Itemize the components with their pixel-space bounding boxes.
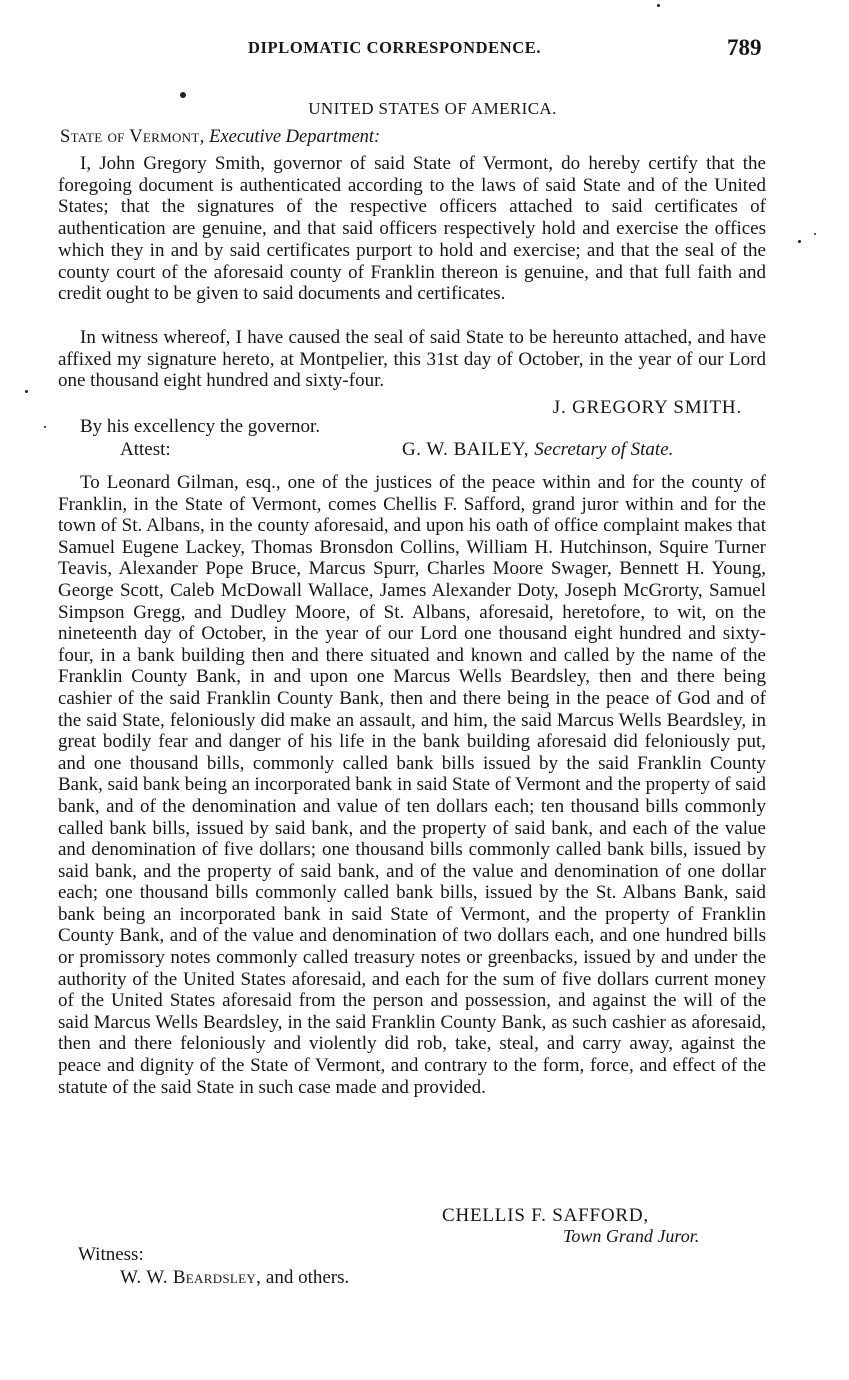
- department-name: Executive Department:: [209, 127, 381, 147]
- witness-names: [120, 1267, 349, 1289]
- attest-title: Secretary of State.: [534, 439, 674, 460]
- certificate-paragraph: [58, 153, 766, 305]
- document-heading: UNITED STATES OF AMERICA.: [308, 99, 557, 118]
- print-speck: [798, 240, 801, 243]
- witness-text: In witness whereof, I have caused the seal of said State to be hereunto attached, and have affixed my signature hereto, at Montpelier, this 31st day of October, in the year of our Lord one thousand eight hundred and sixty-four.: [58, 327, 766, 392]
- attest-label: Attest:: [120, 439, 171, 460]
- witness-label: Witness:: [78, 1244, 144, 1265]
- governor-signature: J. GREGORY SMITH.: [552, 397, 742, 418]
- print-speck: [180, 92, 186, 98]
- state-name: State of Vermont,: [60, 127, 205, 147]
- witness-name: W. W. Beardsley,: [120, 1267, 262, 1288]
- attest-name: G. W. BAILEY,: [402, 439, 530, 460]
- print-speck: [25, 390, 28, 393]
- juror-signature: CHELLIS F. SAFFORD,: [442, 1205, 649, 1226]
- complaint-paragraph: [58, 472, 766, 1098]
- complaint-text: To Leonard Gilman, esq., one of the justices of the peace within and for the county of Franklin, in the State of Vermont, comes Chellis F. Safford, grand juror within and for the town of St. Albans, in the county aforesaid, and upon his oath of office complaint makes that Samuel Eugene Lackey, Thomas Bronsdon Collins, William H. Hutchinson, Squire Turner Teavis, Alexander Pope Bruce, Marcus Spurr, Charles Moore Swager, Bennett H. Young, George Scott, Caleb McDowall Wallace, James Alexander Doty, Joseph McGrorty, Samuel Simpson Gregg, and Dudley Moore, of St. Albans, aforesaid, heretofore, to wit, on the nineteenth day of October, in the year of our Lord one thousand eight hundred and sixty-four, in a bank building then and there situated and known and called by the name of the Franklin County Bank, in and upon one Marcus Wells Beardsley, then and there being cashier of the said Franklin County Bank, then and there being in the peace of God and of the said State, feloniously did make an assault, and him, the said Marcus Wells Beardsley, in great bodily fear and danger of his life in the bank building aforesaid did feloniously put, and one thousand bills, commonly called bank bills issued by the said Franklin County Bank, said bank being an incorporated bank in said State of Vermont and the property of said bank, and of the denomination and value of ten dollars each; ten thousand bills commonly called bank bills, issued by said bank, and the property of said bank, and each of the value and denomination of five dollars; one thousand bills commonly called bank bills, issued by said bank, and the property of said bank, and of the value and denomination of one dollar each; one thousand bills commonly called bank bills, issued by the St. Albans Bank, said bank being an incorporated bank in said State of Vermont, and the property of Franklin County Bank, and of the value and denomination of two dollars each, and one hundred bills or promissory notes commonly called treasury notes or greenbacks, issued by and under the authority of the United States aforesaid, and each for the sum of five dollars current money of the United States aforesaid from the person and possession, and against the will of the said Marcus Wells Beardsley, in the said Franklin County Bank, as such cashier as aforesaid, then and there feloniously and violently did rob, take, steal, and carry away, against the peace and dignity of the State of Vermont, and contrary to the form, force, and effect of the statute of the said State in such case made and provided.: [58, 472, 766, 1098]
- juror-title: Town Grand Juror.: [563, 1226, 700, 1246]
- running-title: DIPLOMATIC CORRESPONDENCE.: [248, 38, 542, 57]
- print-speck: [44, 426, 46, 428]
- running-header: [0, 36, 849, 62]
- print-speck: [657, 4, 660, 7]
- page-number: 789: [727, 35, 762, 60]
- by-line: By his excellency the governor.: [80, 416, 321, 437]
- attest-signature: [402, 439, 673, 461]
- state-line: [60, 127, 380, 148]
- witness-paragraph: [58, 327, 766, 392]
- print-speck: [814, 233, 816, 235]
- witness-others: and others.: [261, 1267, 350, 1288]
- certificate-text: I, John Gregory Smith, governor of said State of Vermont, do hereby certify that the foregoing document is authenticated according to the laws of said State and of the United States; that the signatures of the respective officers attached to said certificates of authentication are genuine, and that said officers respectively hold and exercise the offices which they in and by said certificates purport to hold and exercise; and that the seal of the county court of the aforesaid county of Franklin thereon is genuine, and that full faith and credit ought to be given to said documents and certificates.: [58, 153, 766, 305]
